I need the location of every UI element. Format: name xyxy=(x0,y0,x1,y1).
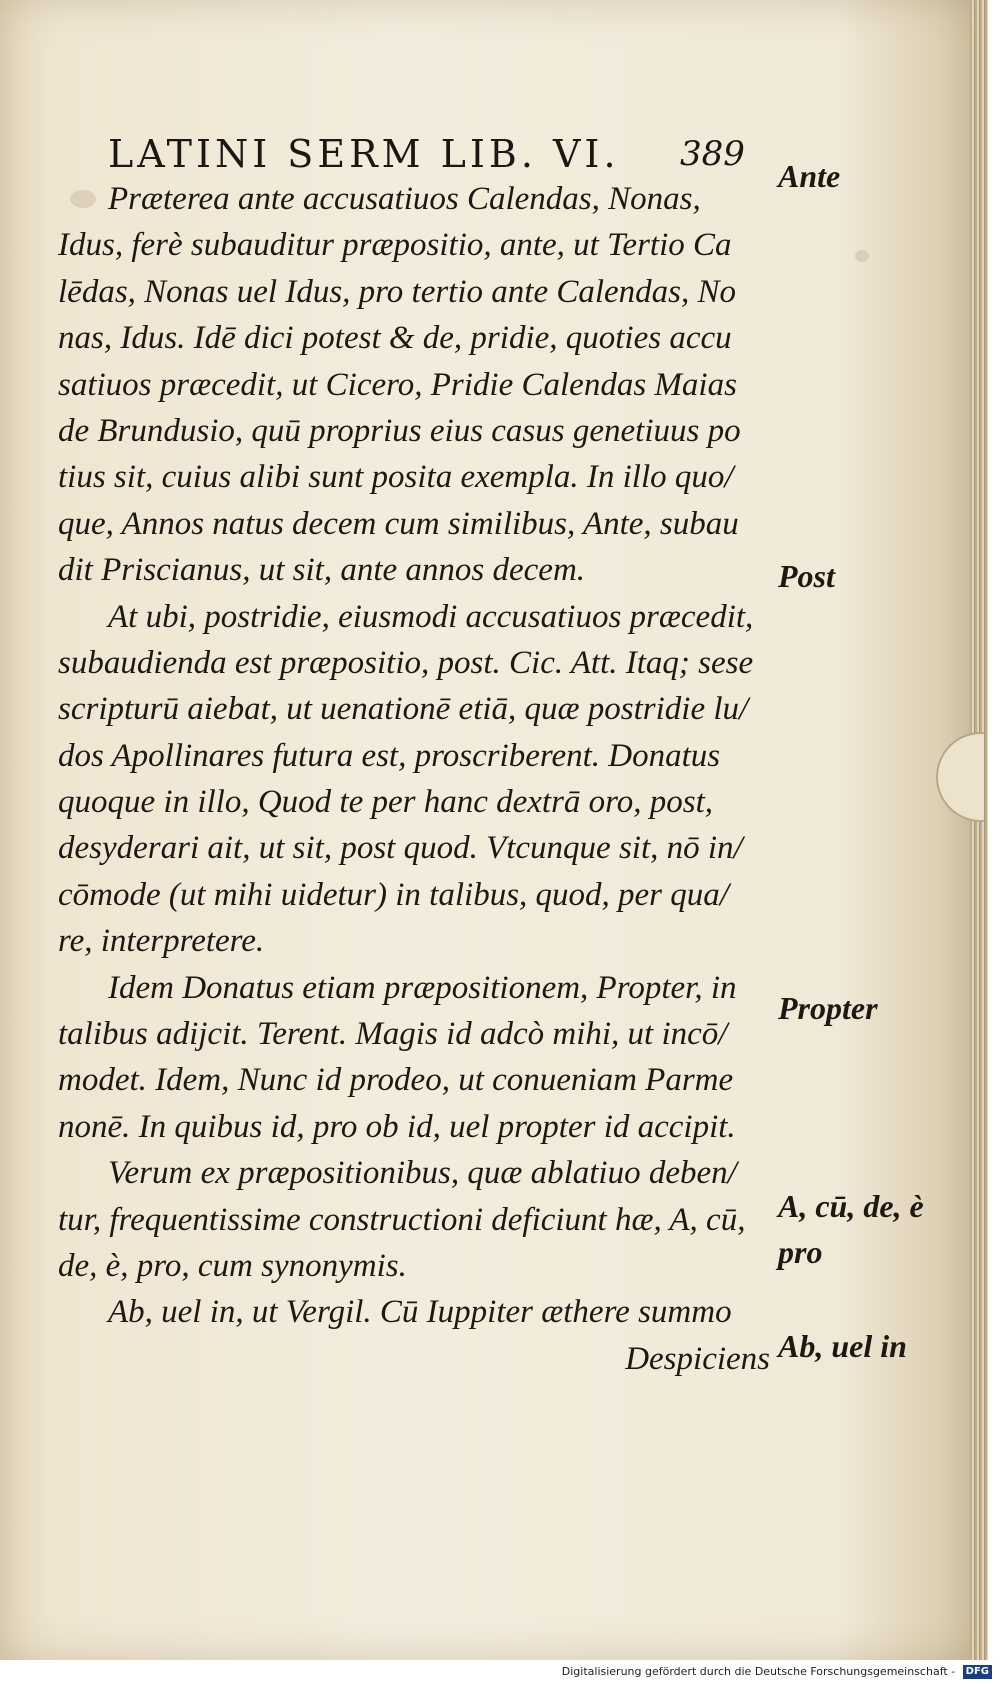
text-line: re, interpretere. xyxy=(58,923,265,960)
text-line: Idem Donatus etiam præpositionem, Propter, in xyxy=(108,969,737,1006)
text-line: de, è, pro, cum synonymis. xyxy=(58,1247,407,1284)
credit-text: Digitalisierung gefördert durch die Deutsche Forschungsgemeinschaft - xyxy=(561,1665,956,1678)
margin-note-pro: pro xyxy=(778,1234,823,1270)
text-line: dos Apollinares futura est, proscriberent. Donatus xyxy=(58,737,721,774)
text-line: Ab, uel in, ut Vergil. Cū Iuppiter æthere summo xyxy=(108,1294,732,1331)
catchword: Despiciens xyxy=(625,1340,770,1377)
text-line: Verum ex præpositionibus, quæ ablatiuo deben/ xyxy=(108,1155,737,1192)
page-number: 389 xyxy=(680,134,745,174)
margin-note-ante: Ante xyxy=(778,158,841,194)
text-line: quoque in illo, Quod te per hanc dextrā oro, post, xyxy=(58,784,714,821)
ink-stain xyxy=(855,250,869,262)
text-line: dit Priscianus, ut sit, ante annos decem. xyxy=(58,552,586,589)
body-text xyxy=(58,176,770,1382)
margin-note-prepositions: A, cū, de, è xyxy=(778,1188,924,1224)
text-line: modet. Idem, Nunc id prodeo, ut conueniam Parme xyxy=(58,1062,734,1099)
text-line: cōmode (ut mihi uidetur) in talibus, quod, per qua/ xyxy=(58,876,729,913)
text-line: At ubi, postridie, eiusmodi accusatiuos præcedit, xyxy=(108,598,754,635)
text-line: nonē. In quibus id, pro ob id, uel propter id accipit. xyxy=(58,1108,736,1145)
text-line: que, Annos natus decem cum similibus, Ante, subau xyxy=(58,505,739,542)
digitization-credit xyxy=(562,1665,992,1679)
running-head: LATINI SERM LIB. VI. xyxy=(108,132,620,176)
text-line: scripturū aiebat, ut uenationē etiā, quæ postridie lu/ xyxy=(58,691,749,728)
margin-note-ab-uel-in: Ab, uel in xyxy=(778,1328,907,1364)
text-line: Idus, ferè subauditur præpositio, ante, ut Tertio Ca xyxy=(58,227,732,264)
margin-note-propter: Propter xyxy=(778,990,878,1026)
text-line: tius sit, cuius alibi sunt posita exempla. In illo quo/ xyxy=(58,459,734,496)
text-line: lēdas, Nonas uel Idus, pro tertio ante Calendas, No xyxy=(58,273,737,310)
text-line: Præterea ante accusatiuos Calendas, Nonas, xyxy=(108,181,701,217)
clasp-tab xyxy=(936,732,984,822)
dfg-logo: DFG xyxy=(963,1665,992,1679)
text-line: subaudienda est præpositio, post. Cic. Att. Itaq; sese xyxy=(58,644,754,681)
text-line: tur, frequentissime constructioni deficiunt hæ, A, cū, xyxy=(58,1201,746,1238)
page-edge xyxy=(970,0,988,1660)
text-line: nas, Idus. Idē dici potest & de, pridie, quoties accu xyxy=(58,320,732,357)
text-line: talibus adijcit. Terent. Magis id adcò mihi, ut incō/ xyxy=(58,1016,728,1053)
margin-note-post: Post xyxy=(778,558,835,594)
text-line: desyderari ait, ut sit, post quod. Vtcunque sit, nō in/ xyxy=(58,830,743,867)
text-line: satiuos præcedit, ut Cicero, Pridie Calendas Maias xyxy=(58,366,737,403)
text-line: de Brundusio, quū proprius eius casus genetiuus po xyxy=(58,412,741,449)
